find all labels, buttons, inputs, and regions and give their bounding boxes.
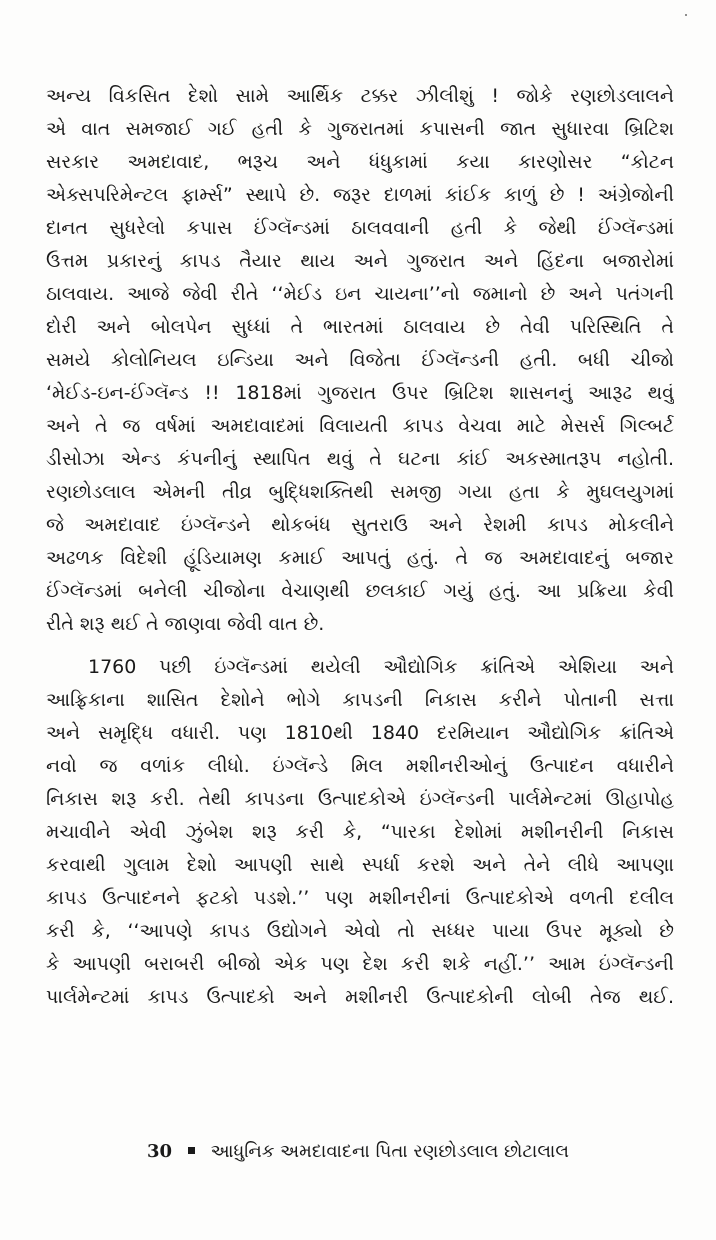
paragraph-line: કાપડ ઉત્પાદનને ફટકો પડશે.’’ પણ મશીનરીનાં ઉત્પાદકોએ વળતી દલીલ xyxy=(46,887,674,909)
paragraph-line: એક્સપરિમેન્ટલ ફાર્મ્સ” સ્થાપે છે. જરૂર દાળમાં કાંઈક કાળું છે ! અંગ્રેજોની xyxy=(46,184,674,206)
page-number: 30 xyxy=(147,1141,173,1162)
paragraph-line: ઉત્તમ પ્રકારનું કાપડ તૈયાર થાય અને ગુજરાત અને હિંદના બજારોમાં xyxy=(46,250,674,272)
paragraph-line: સરકાર અમદાવાદ, ભરૂચ અને ધંધુકામાં કયા કારણોસર “કોટન xyxy=(46,151,674,173)
paragraph-line: સમયે કોલોનિયલ ઇન્ડિયા અને વિજેતા ઈંગ્લૅન્ડની હતી. બધી ચીજો xyxy=(46,349,674,371)
paragraph-line: એ વાત સમજાઈ ગઈ હતી કે ગુજરાતમાં કપાસની જાત સુધારવા બ્રિટિશ xyxy=(46,118,674,140)
paragraph-line: પાર્લમેન્ટમાં કાપડ ઉત્પાદકો અને મશીનરી ઉત્પાદકોની લોબી તેજ થઈ. xyxy=(46,986,674,1008)
paragraph-line: અઢળક વિદેશી હૂંડિયામણ કમાઈ આપતું હતું. તે જ અમદાવાદનું બજાર xyxy=(46,547,674,569)
black-square-icon xyxy=(188,1147,195,1154)
paragraph-line: દાનત સુધરેલો કપાસ ઈંગ્લૅન્ડમાં ઠાલવવાની હતી કે જેથી ઈંગ્લૅન્ડમાં xyxy=(46,217,674,239)
paragraph-line: ‘મેઈડ-ઇન-ઈંગ્લૅન્ડ !! 1818માં ગુજરાત ઉપર બ્રિટિશ શાસનનું આરૂઢ થવું xyxy=(46,382,674,404)
paragraph-line: જે અમદાવાદ ઇંગ્લૅન્ડને થોકબંધ સુતરાઉ અને રેશમી કાપડ મોકલીને xyxy=(46,514,674,536)
paragraph-line: નિકાસ શરૂ કરી. તેથી કાપડના ઉત્પાદકોએ ઇંગ્લૅન્ડની પાર્લમેન્ટમાં ઊહાપોહ xyxy=(46,788,674,810)
running-title: આધુનિક અમદાવાદના પિતા રણછોડલાલ છોટાલાલ xyxy=(210,1141,569,1162)
paragraph-line: ઠાલવાય. આજે જેવી રીતે ‘‘મેઈડ ઇન ચાયના’’નો જમાનો છે અને પતંગની xyxy=(46,283,674,305)
paragraph-line: રણછોડલાલ એમની તીવ્ર બુદ્ધિશક્તિથી સમજી ગયા હતા કે મુઘલયુગમાં xyxy=(46,481,674,503)
paragraph-line: નવો જ વળાંક લીધો. ઇંગ્લૅન્ડે મિલ મશીનરીઓનું ઉત્પાદન વધારીને xyxy=(46,755,674,777)
paragraph-line: અને તે જ વર્ષમાં અમદાવાદમાં વિલાયતી કાપડ વેચવા માટે મેસર્સ ગિલ્બર્ટ xyxy=(46,415,674,437)
paragraph-line: ડીસોઝા એન્ડ કંપનીનું સ્થાપિત થવું તે ઘટના કાંઈ અકસ્માતરૂપ નહોતી. xyxy=(46,448,674,470)
page-footer xyxy=(0,1135,716,1169)
paragraph-line: ઈંગ્લૅન્ડમાં બનેલી ચીજોના વેચાણથી છલકાઈ ગયું હતું. આ પ્રક્રિયા કેવી xyxy=(46,580,674,602)
paragraph-line: દોરી અને બોલપેન સુધ્ધાં તે ભારતમાં ઠાલવાય છે તેવી પરિસ્થિતિ તે xyxy=(46,316,674,338)
paragraph-line: કરી કે, ‘‘આપણે કાપડ ઉદ્યોગને એવો તો સધ્ધર પાયા ઉપર મૂક્યો છે xyxy=(46,920,674,942)
paragraph-line: મચાવીને એવી ઝુંબેશ શરૂ કરી કે, “પારકા દેશોમાં મશીનરીની નિકાસ xyxy=(46,821,674,843)
paragraph-line: રીતે શરૂ થઈ તે જાણવા જેવી વાત છે. xyxy=(46,613,325,635)
body-text xyxy=(46,80,674,1014)
paper-speck xyxy=(685,14,687,16)
paragraph-gap xyxy=(46,641,674,651)
paragraph-line: અને સમૃદ્ધિ વધારી. પણ 1810થી 1840 દરમિયાન ઔદ્યોગિક ક્રાંતિએ xyxy=(46,722,674,744)
paragraph-line: કે આપણી બરાબરી બીજો એક પણ દેશ કરી શકે નહીં.’’ આમ ઇંગ્લૅન્ડની xyxy=(46,953,674,975)
paragraph-line: 1760 પછી ઇંગ્લૅન્ડમાં થયેલી ઔદ્યોગિક ક્રાંતિએ એશિયા અને xyxy=(88,656,674,678)
paragraph-line: અન્ય વિકસિત દેશો સામે આર્થિક ટક્કર ઝીલીશું ! જોકે રણછોડલાલને xyxy=(46,85,674,107)
paragraph-line: કરવાથી ગુલામ દેશો આપણી સાથે સ્પર્ધા કરશે અને તેને લીધે આપણા xyxy=(46,854,674,876)
paragraph-line: આફ્રિકાના શાસિત દેશોને ભોગે કાપડની નિકાસ કરીને પોતાની સત્તા xyxy=(46,689,674,711)
